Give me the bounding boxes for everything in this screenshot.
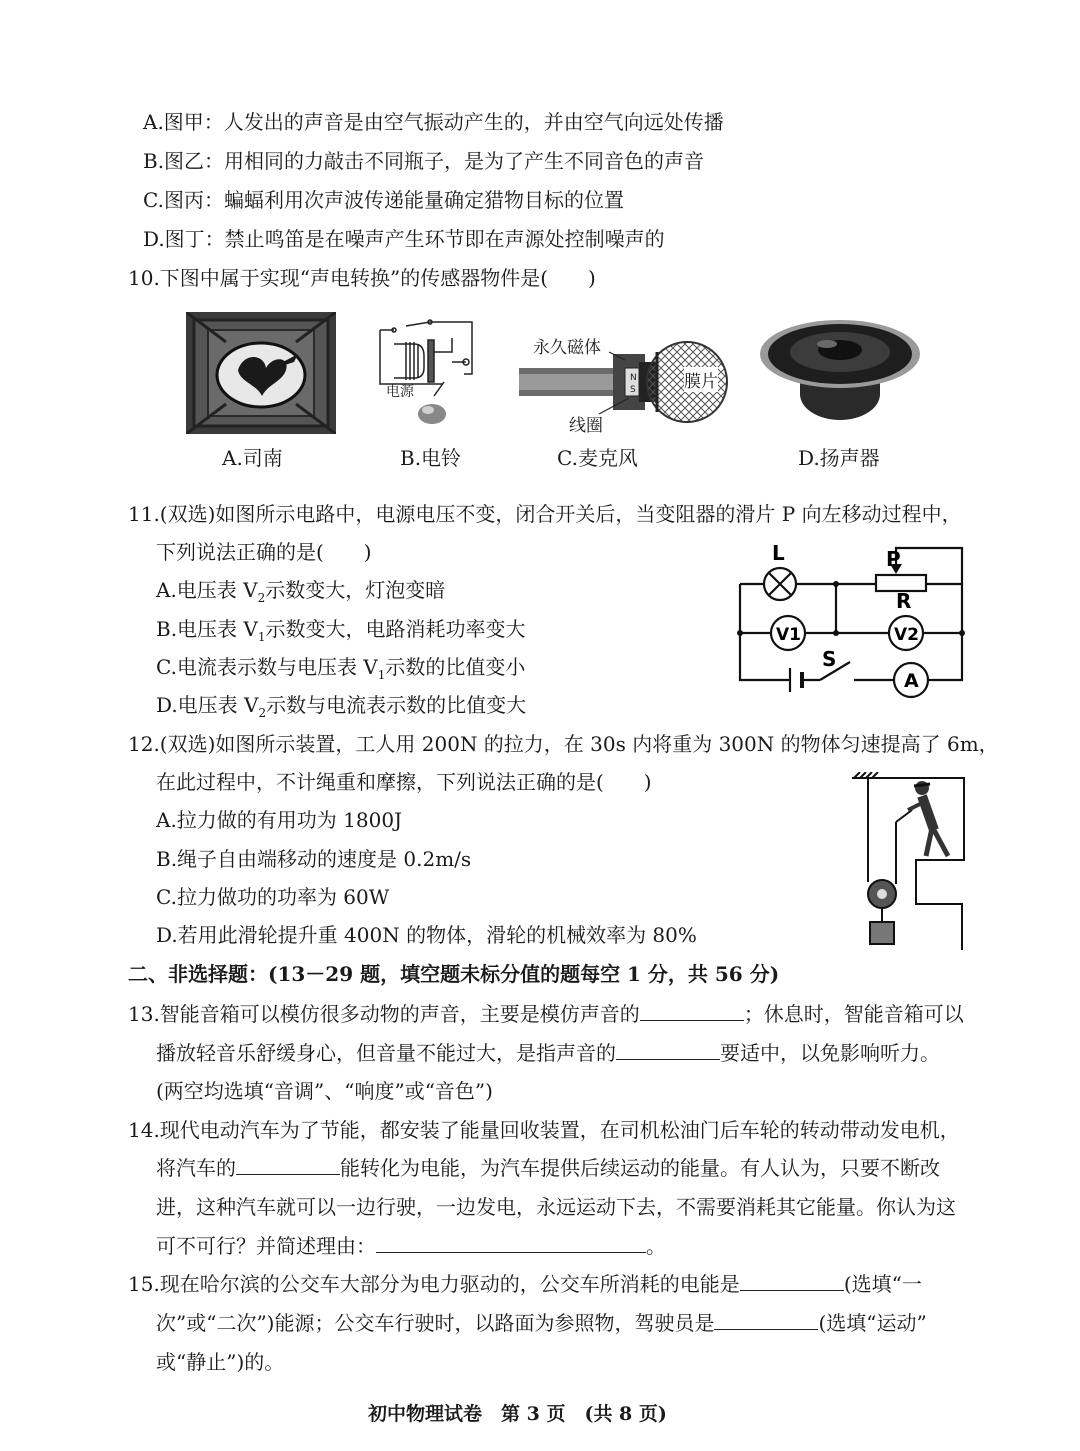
q11-option-d [156,693,526,725]
q13-line2-a: 播放轻音乐舒缓身心，但音量不能过大，是指声音的 [156,1041,616,1065]
q15-line2-b: (选填“运动” [818,1311,927,1335]
q15-line2-a: 次”或“二次”)能源；公交车行驶时，以路面为参照物，驾驶员是 [156,1311,715,1335]
q10-caption-b: B.电铃 [400,446,462,470]
q11-stem-line2: 下列说法正确的是( ) [156,540,372,564]
q15-blank-2[interactable] [714,1311,818,1330]
q12-stem-line1: 12.(双选)如图所示装置，工人用 200N 的拉力，在 30s 内将重为 300N 的物体匀速提高了 6m， [128,732,999,756]
mic-s-label: S [630,385,636,395]
q13-line1-a: 13.智能音箱可以模仿很多动物的声音，主要是模仿声音的 [128,1002,640,1026]
q11-option-c-post: 示数的比值变小 [385,655,526,679]
q9-option-c: C.图丙：蝙蝠利用次声波传递能量确定猎物目标的位置 [143,188,624,212]
q11-option-d-pre: D.电压表 V [156,693,259,717]
mic-coil-label: 线圈 [569,416,603,436]
page-footer: 初中物理试卷 第 3 页 (共 8 页) [368,1403,667,1425]
circuit-slider-label: P [886,547,901,571]
q15-line2 [156,1311,927,1335]
q12-option-b: B.绳子自由端移动的速度是 0.2m/s [156,847,472,871]
q15-blank-1[interactable] [740,1272,844,1291]
q14-line2 [156,1156,940,1180]
circuit-ammeter-label: A [904,670,919,692]
q12-pulley-diagram [850,772,970,952]
q14-line4 [156,1234,666,1258]
bell-power-label: 电源 [386,384,414,400]
q13-blank-2[interactable] [616,1041,720,1060]
circuit-lamp-label: L [772,541,785,565]
q11-option-a-pre: A.电压表 V [156,578,258,602]
circuit-v2-label: V2 [894,625,919,645]
q11-option-a-sub: 2 [257,591,266,605]
q11-option-a [156,578,445,610]
q15-line1-a: 15.现在哈尔滨的公交车大部分为电力驱动的，公交车所消耗的电能是 [128,1272,740,1296]
q12-stem-line2: 在此过程中，不计绳重和摩擦，下列说法正确的是( ) [156,770,652,794]
section-2-heading: 二、非选择题：(13－29 题，填空题未标分值的题每空 1 分，共 56 分) [128,962,780,986]
q10-caption-c: C.麦克风 [557,446,638,470]
q14-line4-a: 可不可行？并简述理由： [156,1234,376,1258]
q11-option-a-post: 示数变大，灯泡变暗 [265,578,446,602]
q11-option-c-sub: 1 [377,668,386,682]
q14-line4-b: 。 [646,1234,666,1258]
q14-line2-b: 能转化为电能，为汽车提供后续运动的能量。有人认为，只要不断改 [340,1156,940,1180]
q11-option-b-pre: B.电压表 V [156,617,258,641]
q11-option-c [156,655,525,687]
q12-option-c: C.拉力做功的功率为 60W [156,885,390,909]
q9-option-a: A.图甲：人发出的声音是由空气振动产生的，并由空气向远处传播 [143,110,724,134]
q13-line1 [128,1002,964,1026]
q11-stem-line1: 11.(双选)如图所示电路中，电源电压不变，闭合开关后，当变阻器的滑片 P 向左移动过程中， [128,502,962,526]
q15-line1-b: (选填“一 [843,1272,922,1296]
compass-figure [186,312,336,434]
q12-option-a: A.拉力做的有用功为 1800J [156,808,403,832]
q9-option-d: D.图丁：禁止鸣笛是在噪声产生环节即在声源处控制噪声的 [143,227,665,251]
q13-line2 [156,1041,940,1065]
q10-caption-d: D.扬声器 [798,446,880,470]
q11-option-b-sub: 1 [257,630,266,644]
q13-line1-b: ；休息时，智能音箱可以 [743,1002,964,1026]
q11-option-d-post: 示数与电流表示数的比值变大 [266,693,527,717]
circuit-resistor-label: R [896,589,912,613]
q14-blank-1[interactable] [236,1156,340,1175]
mic-n-label: N [630,373,637,383]
mic-magnet-label: 永久磁体 [533,338,601,358]
q11-option-b-post: 示数变大，电路消耗功率变大 [265,617,526,641]
q14-line1: 14.现代电动汽车为了节能，都安装了能量回收装置，在司机松油门后车轮的转动带动发电机， [128,1118,960,1142]
q10-stem: 10.下图中属于实现“声电转换”的传感器物件是( ) [128,266,596,290]
q15-line1 [128,1272,922,1296]
q13-line2-b: 要适中，以免影响听力。 [720,1041,940,1065]
q15-line3: 或“静止”)的。 [156,1350,285,1374]
q12-option-d: D.若用此滑轮提升重 400N 的物体，滑轮的机械效率为 80% [156,923,697,947]
q14-blank-2[interactable] [376,1234,646,1253]
electric-bell-figure [372,312,487,427]
speaker-figure [755,318,925,430]
q13-line3: (两空均选填“音调”、“响度”或“音色”) [156,1079,493,1103]
circuit-switch-label: S [822,647,837,671]
q11-option-c-pre: C.电流表示数与电压表 V [156,655,378,679]
q11-option-b [156,617,526,649]
q14-line2-a: 将汽车的 [156,1156,236,1180]
q9-option-b: B.图乙：用相同的力敲击不同瓶子，是为了产生不同音色的声音 [143,149,705,173]
q14-line3: 进，这种汽车就可以一边行驶，一边发电，永远运动下去，不需要消耗其它能量。你认为这 [156,1195,956,1219]
q11-circuit-diagram [728,540,973,700]
q10-caption-a: A.司南 [222,446,283,470]
q11-option-d-sub: 2 [258,706,267,720]
mic-membrane-label: 膜片 [684,367,718,392]
q13-blank-1[interactable] [640,1002,744,1021]
circuit-v1-label: V1 [776,625,801,645]
